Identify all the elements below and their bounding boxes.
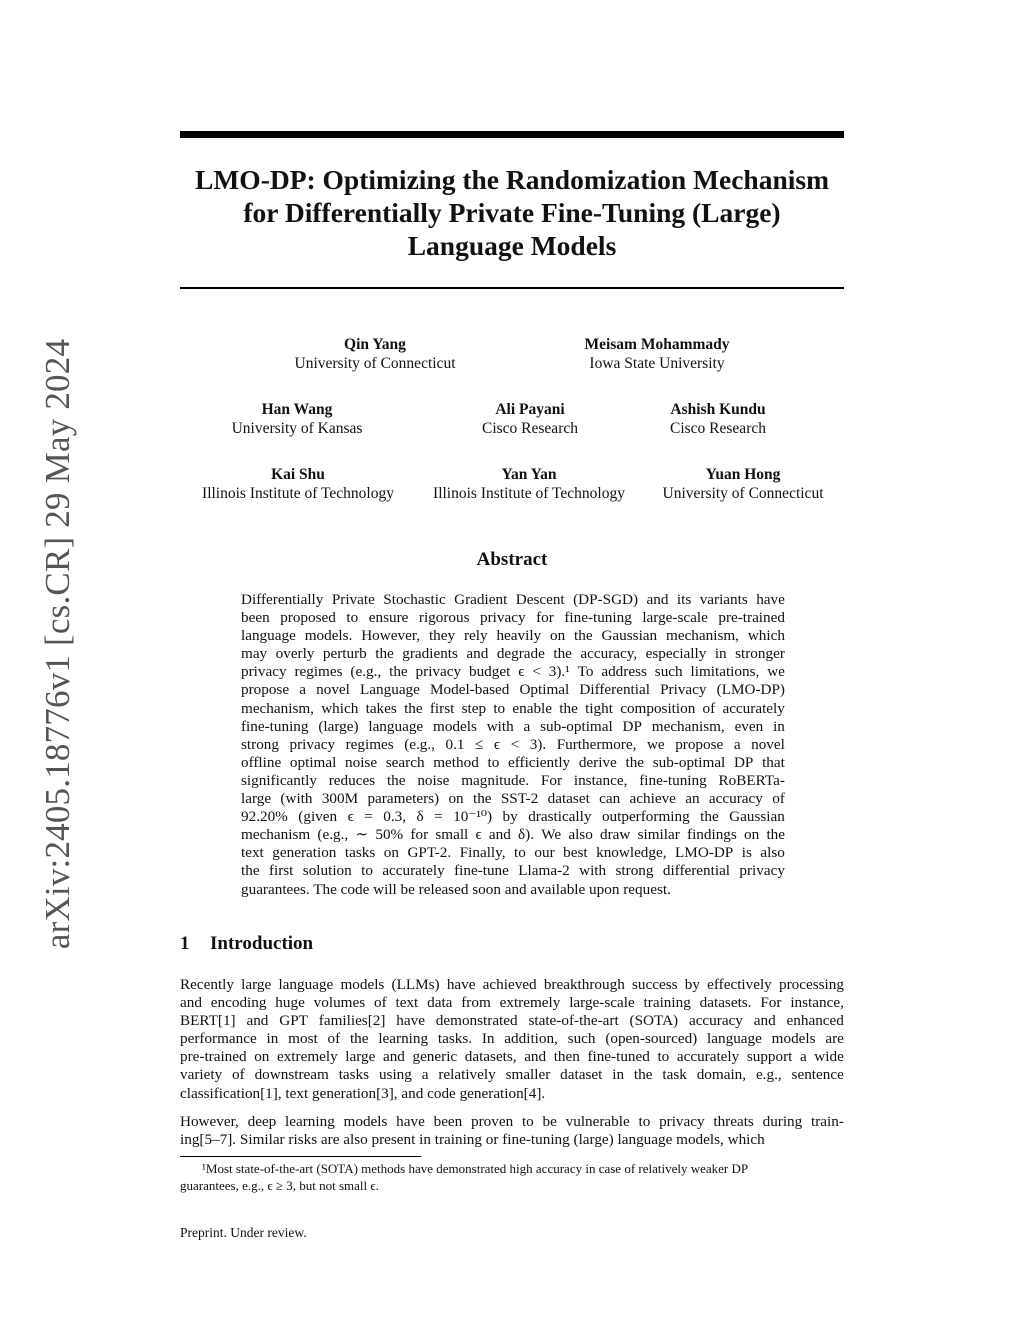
author-block — [255, 335, 495, 373]
title-bottom-rule — [180, 287, 844, 289]
author-affiliation: University of Connecticut — [294, 355, 456, 372]
text-line: classification[1], text generation[3], and code generation[4]. — [180, 1084, 546, 1102]
text-line: pre-trained on extremely large and generic datasets, and then fine-tuned to accurately support a wide — [180, 1048, 844, 1066]
title-line: Language Models — [407, 230, 617, 261]
section-heading — [180, 933, 313, 955]
author-affiliation: University of Connecticut — [662, 485, 824, 502]
author-affiliation: Illinois Institute of Technology — [202, 485, 394, 502]
title-line: LMO-DP: Optimizing the Randomization Mechanism — [195, 164, 829, 195]
intro-paragraph — [180, 976, 844, 1103]
text-line: and encoding huge volumes of text data from extremely large-scale training datasets. For instance, — [180, 994, 844, 1012]
author-block — [623, 465, 863, 503]
author-affiliation: Cisco Research — [670, 420, 766, 437]
section-title: Introduction — [210, 933, 314, 954]
section-number: 1 — [180, 933, 190, 954]
abstract-body — [241, 591, 785, 899]
text-line: text generation tasks on GPT-2. Finally, to our best knowledge, LMO-DP is also — [241, 844, 785, 862]
text-line: fine-tuning (large) language models with a sub-optimal DP mechanism, even in — [241, 717, 785, 735]
arxiv-identifier: arXiv:2405.18776v1 [cs.CR] 29 May 2024 — [38, 338, 77, 950]
footnote-rule — [180, 1156, 421, 1157]
text-line: guarantees. The code will be released soon and available upon request. — [241, 880, 671, 898]
author-name: Kai Shu — [271, 466, 325, 483]
author-affiliation: Iowa State University — [589, 355, 725, 372]
author-affiliation: University of Kansas — [231, 420, 363, 437]
author-block — [178, 465, 418, 503]
title-top-rule — [180, 131, 844, 138]
author-name: Yuan Hong — [705, 466, 781, 483]
footnote-line: guarantees, e.g., ϵ ≥ 3, but not small ϵ. — [180, 1178, 379, 1193]
text-line: ing[5–7]. Similar risks are also present in training or fine-tuning (large) language models, which — [180, 1131, 765, 1149]
preprint-notice: Preprint. Under review. — [180, 1225, 307, 1240]
text-line: performance in most of the learning tasks. In addition, such (open-sourced) language models are — [180, 1030, 844, 1048]
text-line: large (with 300M parameters) on the SST-2 dataset can achieve an accuracy of — [241, 790, 785, 808]
text-line: However, deep learning models have been proven to be vulnerable to privacy threats during train- — [180, 1113, 844, 1130]
author-name: Yan Yan — [501, 466, 557, 483]
abstract-heading: Abstract — [476, 549, 548, 570]
intro-paragraph — [180, 1113, 844, 1149]
title-line: for Differentially Private Fine-Tuning (Large) — [243, 197, 781, 228]
text-line: been proposed to ensure rigorous privacy for fine-tuning large-scale pre-trained — [241, 609, 785, 627]
text-line: Recently large language models (LLMs) have achieved breakthrough success by effectively processing — [180, 976, 844, 993]
text-line: mechanism (e.g., ∼ 50% for small ϵ and δ). We also draw similar findings on the — [241, 826, 785, 844]
text-line: propose a novel Language Model-based Optimal Differential Privacy (LMO-DP) — [241, 681, 785, 699]
text-line: may overly perturb the gradients and degrade the accuracy, especially in stronger — [241, 645, 785, 663]
author-block — [537, 335, 777, 373]
footnote — [180, 1160, 844, 1194]
text-line: variety of downstream tasks using a relatively smaller dataset in the task domain, e.g., sentence — [180, 1066, 844, 1084]
text-line: significantly reduces the noise magnitude. For instance, fine-tuning RoBERTa- — [241, 771, 785, 789]
text-line: 92.20% (given ϵ = 0.3, δ = 10⁻¹⁰) by drastically outperforming the Gaussian — [241, 808, 785, 826]
author-block — [177, 400, 417, 438]
text-line: the first solution to accurately fine-tune Llama-2 with strong differential privacy — [241, 862, 785, 880]
text-line: Differentially Private Stochastic Gradient Descent (DP-SGD) and its variants have — [241, 591, 785, 608]
text-line: language models. However, they rely heavily on the Gaussian mechanism, which — [241, 627, 785, 645]
author-name: Meisam Mohammady — [584, 336, 730, 353]
author-affiliation: Illinois Institute of Technology — [433, 485, 625, 502]
paper-title — [160, 163, 864, 262]
text-line: mechanism, which takes the first step to enable the tight composition of accurately — [241, 699, 785, 717]
text-line: offline optimal noise search method to efficiently derive the sub-optimal DP that — [241, 753, 785, 771]
text-line: privacy regimes (e.g., the privacy budget ϵ < 3).¹ To address such limitations, we — [241, 663, 785, 681]
author-affiliation: Cisco Research — [482, 420, 578, 437]
text-line: strong privacy regimes (e.g., 0.1 ≤ ϵ < 3). Furthermore, we propose a novel — [241, 735, 785, 753]
author-block — [598, 400, 838, 438]
author-name: Qin Yang — [344, 336, 406, 353]
author-name: Ashish Kundu — [670, 401, 766, 418]
text-line: BERT[1] and GPT families[2] have demonstrated state-of-the-art (SOTA) accuracy and enhanced — [180, 1012, 844, 1030]
author-name: Ali Payani — [495, 401, 565, 418]
author-name: Han Wang — [261, 401, 333, 418]
footnote-line: ¹Most state-of-the-art (SOTA) methods have demonstrated high accuracy in case of relatively weaker DP — [202, 1161, 749, 1176]
author-block — [409, 465, 649, 503]
